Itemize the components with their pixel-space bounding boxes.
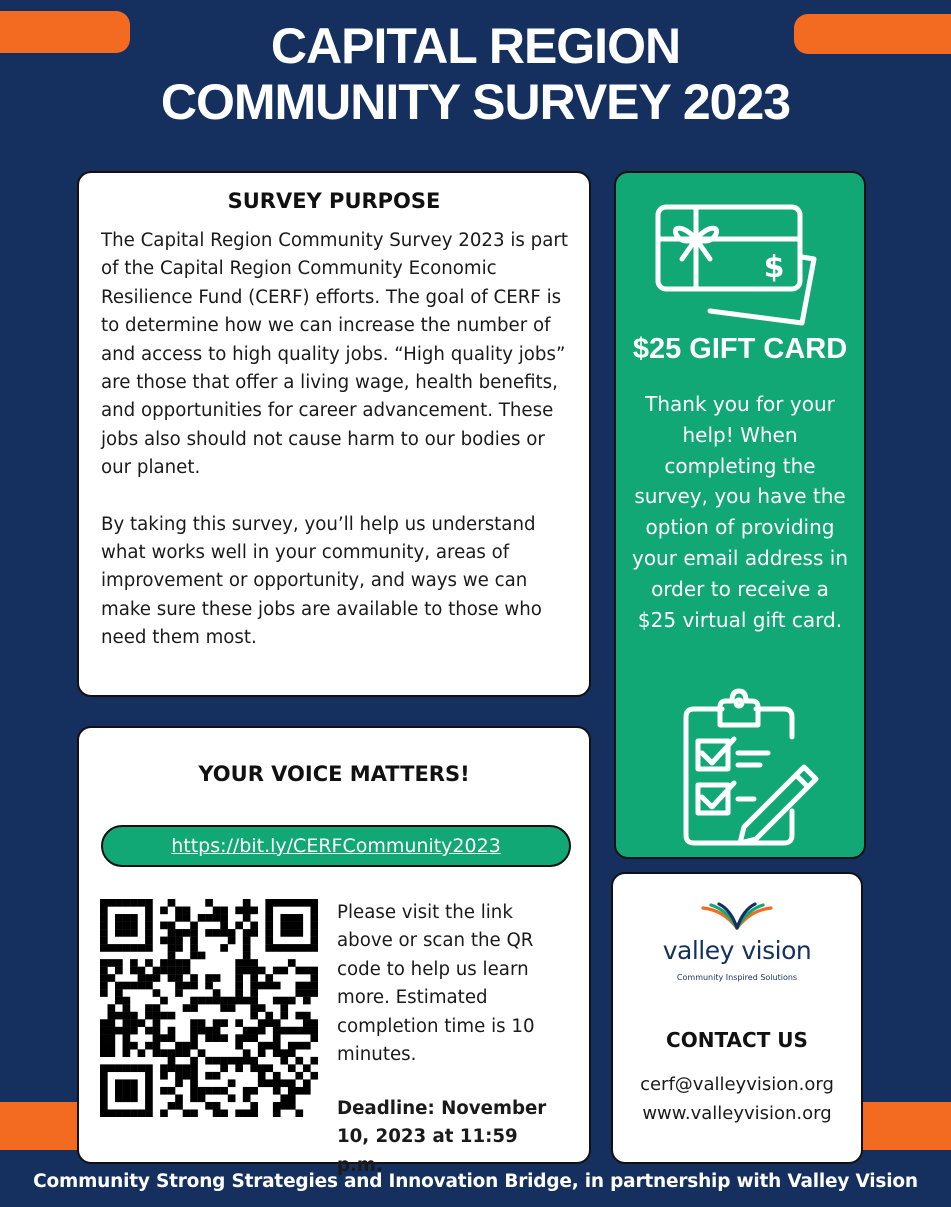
deadline-text: Deadline: November 10, 2023 at 11:59 p.m. bbox=[337, 1098, 547, 1176]
voice-matters-card bbox=[77, 726, 591, 1176]
logo-name: valley vision bbox=[662, 936, 812, 965]
clipboard-checklist-icon bbox=[680, 687, 826, 847]
svg-text:$: $ bbox=[763, 250, 785, 285]
logo-tagline: Community Inspired Solutions bbox=[676, 973, 798, 982]
page-title bbox=[0, 18, 951, 130]
contact-website[interactable]: www.valleyvision.org bbox=[642, 1103, 832, 1124]
contact-heading: CONTACT US bbox=[666, 1028, 808, 1052]
survey-link-pill[interactable] bbox=[101, 825, 571, 867]
contact-card bbox=[611, 872, 863, 1164]
accent-bar-bottom-right bbox=[850, 1102, 951, 1150]
gift-card-heading: $25 GIFT CARD bbox=[632, 333, 848, 365]
gift-card-icon bbox=[652, 201, 828, 329]
survey-purpose-heading: SURVEY PURPOSE bbox=[227, 189, 441, 213]
gift-card-panel bbox=[614, 171, 866, 859]
survey-link[interactable]: https://bit.ly/CERFCommunity2023 bbox=[171, 835, 501, 857]
title-line-2: COMMUNITY SURVEY 2023 bbox=[160, 74, 791, 130]
footer-text: Community Strong Strategies and Innovation Bridge, in partnership with Valley Vision bbox=[33, 1171, 918, 1192]
contact-email[interactable]: cerf@valleyvision.org bbox=[640, 1074, 834, 1095]
gift-card-text: Thank you for your help! When completing the survey, you have the option of providing your email address in order to receive a $25 virtual gift card. bbox=[631, 392, 848, 632]
title-line-1: CAPITAL REGION bbox=[270, 18, 681, 74]
valley-vision-logo bbox=[699, 902, 775, 930]
purpose-paragraph-2: By taking this survey, you’ll help us understand what works well in your community, areas of improvement or opportunity, and ways we can make sure these jobs are available to those who need them most. bbox=[101, 513, 542, 649]
qr-code-icon bbox=[100, 899, 318, 1117]
voice-matters-heading: YOUR VOICE MATTERS! bbox=[198, 762, 470, 786]
survey-purpose-card bbox=[77, 171, 591, 697]
survey-purpose-body bbox=[101, 227, 571, 653]
voice-instructions: Please visit the link above or scan the QR code to help us learn more. Estimated completion time is 10 minutes. bbox=[337, 902, 535, 1066]
purpose-paragraph-1: The Capital Region Community Survey 2023 is part of the Capital Region Community Economic Resilience Fund (CERF) efforts. The goal of CERF is to determine how we can increase the number of and access to high quality jobs. “High quality jobs” are those that offer a living wage, health benefits, and opportunities for career advancement. These jobs also should not cause harm to our bodies or our planet. bbox=[101, 230, 568, 479]
